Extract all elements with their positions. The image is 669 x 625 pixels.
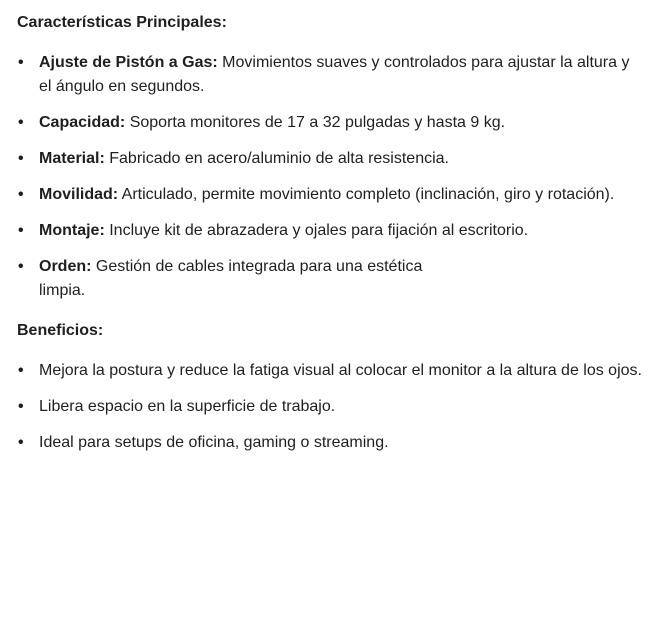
features-list xyxy=(17,51,642,315)
feature-label: Ajuste de Pistón a Gas: xyxy=(39,54,218,71)
bullet-icon: • xyxy=(18,54,24,71)
feature-text: Movimientos suaves y controlados para ajustar la altura y el ángulo en segundos. xyxy=(39,54,630,95)
feature-label: Orden: xyxy=(39,258,92,275)
list-item xyxy=(17,431,642,455)
bullet-icon: • xyxy=(18,222,24,239)
bullet-icon: • xyxy=(18,186,24,203)
benefits-heading: Beneficios: xyxy=(17,322,104,339)
benefit-text: Ideal para setups de oficina, gaming o streaming. xyxy=(39,434,389,451)
list-item xyxy=(17,51,642,99)
list-item xyxy=(17,255,459,303)
bullet-icon: • xyxy=(18,434,24,451)
bullet-icon: • xyxy=(18,362,24,379)
benefit-text: Mejora la postura y reduce la fatiga visual al colocar el monitor a la altura de los ojos. xyxy=(39,362,642,379)
bullet-icon: • xyxy=(18,114,24,131)
list-item xyxy=(17,111,642,135)
benefit-text: Libera espacio en la superficie de trabajo. xyxy=(39,398,336,415)
bullet-icon: • xyxy=(18,258,24,275)
feature-text: Fabricado en acero/aluminio de alta resistencia. xyxy=(104,150,449,167)
list-item xyxy=(17,147,642,171)
list-item xyxy=(17,395,642,419)
feature-text: Incluye kit de abrazadera y ojales para fijación al escritorio. xyxy=(104,222,529,239)
benefits-list xyxy=(17,359,642,467)
list-item xyxy=(17,219,642,243)
feature-label: Movilidad: xyxy=(39,186,119,203)
feature-text: Articulado, permite movimiento completo (inclinación, giro y rotación). xyxy=(118,186,615,203)
list-item xyxy=(17,359,642,383)
feature-text: Soporta monitores de 17 a 32 pulgadas y hasta 9 kg. xyxy=(125,114,506,131)
list-item xyxy=(17,183,642,207)
feature-label: Montaje: xyxy=(39,222,105,239)
feature-label: Material: xyxy=(39,150,105,167)
feature-text: Gestión de cables integrada para una estética limpia. xyxy=(39,258,423,299)
bullet-icon: • xyxy=(18,150,24,167)
feature-label: Capacidad: xyxy=(39,114,126,131)
features-heading: Características Principales: xyxy=(17,14,227,31)
bullet-icon: • xyxy=(18,398,24,415)
